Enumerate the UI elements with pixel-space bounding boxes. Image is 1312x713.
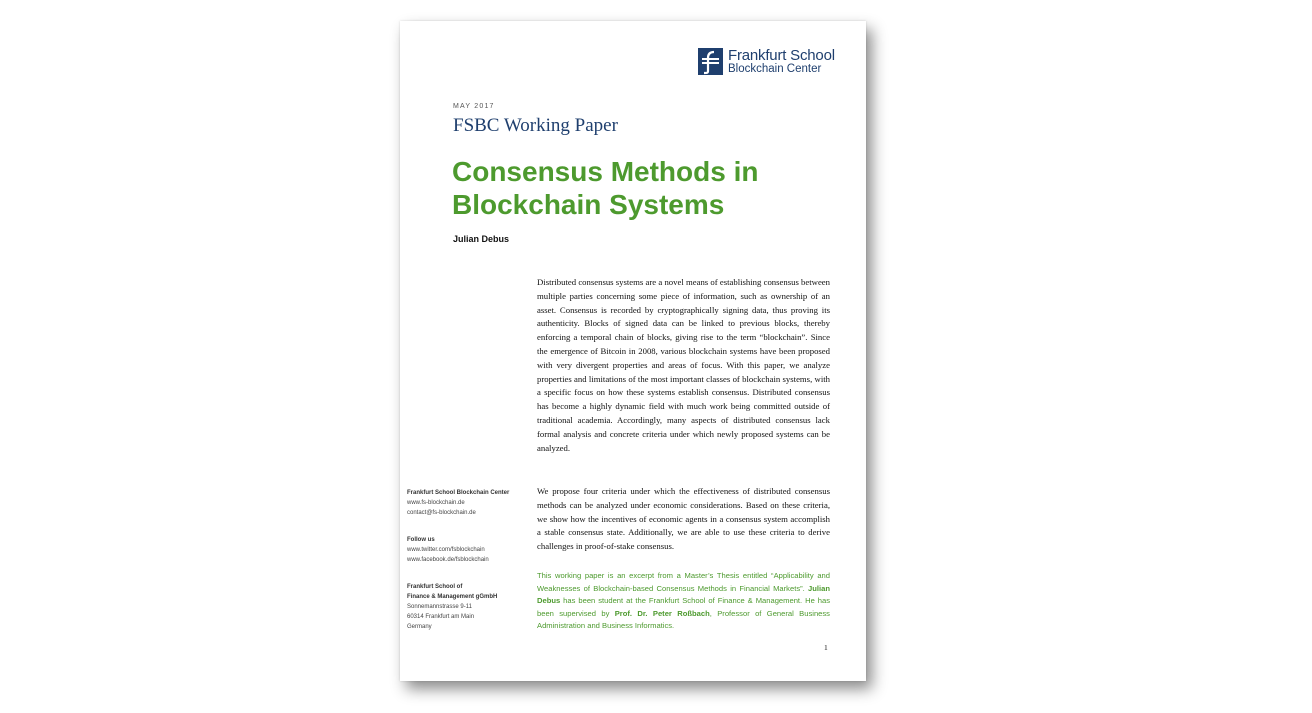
sidebar-twitter[interactable]: www.twitter.com/fsblockchain: [407, 547, 485, 553]
logo-name-line2: Blockchain Center: [728, 63, 822, 75]
sidebar-follow-heading: Follow us: [407, 537, 435, 543]
paper-title: [452, 155, 832, 221]
sidebar-center-name: Frankfurt School Blockchain Center: [407, 490, 510, 496]
sidebar-follow: [407, 535, 527, 565]
sidebar-country: Germany: [407, 624, 432, 630]
series-title: FSBC Working Paper: [453, 115, 618, 136]
sidebar-address: [407, 582, 527, 632]
sidebar-contact: [407, 488, 527, 518]
note-author: Julian Debus: [537, 583, 830, 606]
publication-date: MAY 2017: [453, 103, 495, 110]
abstract-paragraph-2: We propose four criteria under which the effectiveness of distributed consensus methods can be analyzed under economic considerations. Based on these criteria, we show how the incentives of economic agents in a consensus system accomplish a stable consensus state. Additionally, we are able to use these criteria to derive challenges in proof-of-stake consensus.: [537, 486, 830, 552]
fs-blockchain-logo: [698, 48, 833, 78]
logo-name-line1: Frankfurt School: [728, 47, 835, 64]
note-text-2: has been student at the Frankfurt School of Finance & Management. He has been supervised by: [537, 596, 830, 618]
sidebar-street: Sonnemannstrasse 9-11: [407, 604, 472, 610]
paper-title-line2: Blockchain Systems: [452, 189, 725, 220]
abstract-paragraph-1: Distributed consensus systems are a novel means of establishing consensus between multiple parties concerning some piece of information, such as ownership of an asset. Consensus is recorded by cryptographically signing data, thus proving its authenticity. Blocks of signed data can be linked to previous blocks, thereby enforcing a temporal chain of blocks, giving rise to the term “blockchain”. Since the emergence of Bitcoin in 2008, various blockchain systems have been proposed with very divergent properties and areas of focus. With this paper, we analyze properties and limitations of the most important classes of blockchain systems, with a specific focus on how these systems establish consensus. Distributed consensus has become a highly dynamic field with much work being committed outside of traditional academia. Accordingly, many aspects of distributed consensus lack formal analysis and concrete criteria under which newly proposed systems can be analyzed.: [537, 277, 830, 453]
thesis-note: [537, 570, 830, 633]
note-text-1: This working paper is an excerpt from a Master’s Thesis entitled “Applicability and Weaknesses of Blockchain-based Consensus Methods in Financial Markets”.: [537, 571, 830, 593]
author-name: Julian Debus: [453, 234, 510, 244]
note-text-3: , Professor of General Business Administration and Business Informatics.: [537, 608, 830, 631]
page-number: 1: [824, 643, 828, 652]
fs-logo-icon: [698, 48, 723, 75]
sidebar-website[interactable]: www.fs-blockchain.de: [407, 500, 465, 506]
sidebar-city: 60314 Frankfurt am Main: [407, 614, 475, 620]
sidebar-email[interactable]: contact@fs-blockchain.de: [407, 510, 476, 516]
note-supervisor: Prof. Dr. Peter Roßbach: [614, 608, 710, 618]
sidebar-org-line2: Finance & Management gGmbH: [407, 594, 498, 600]
paper-title-line1: Consensus Methods in: [452, 156, 759, 187]
sidebar-facebook[interactable]: www.facebook.de/fsblockchain: [407, 557, 489, 563]
paper-page: [400, 21, 866, 681]
sidebar-org-line1: Frankfurt School of: [407, 584, 463, 590]
